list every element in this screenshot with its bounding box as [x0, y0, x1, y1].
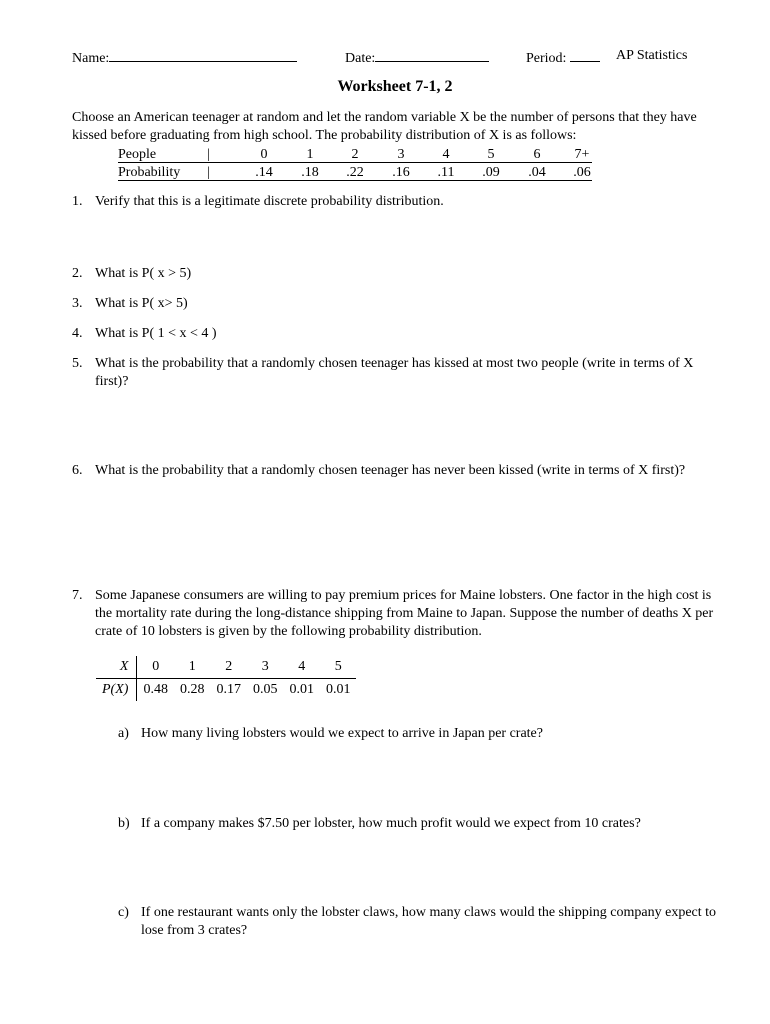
- table-row: [96, 656, 356, 679]
- subquestion-text: If one restaurant wants only the lobster claws, how many claws would the shipping company expect to lose from 3 crates?: [141, 905, 717, 938]
- separator: |: [207, 165, 210, 180]
- people-value: 5: [487, 147, 495, 162]
- x-value: 3: [247, 656, 284, 679]
- p-value: 0.01: [289, 682, 314, 697]
- people-value: 2: [351, 147, 359, 162]
- question-number: 2.: [72, 266, 83, 281]
- question-number: 1.: [72, 194, 83, 209]
- probability-value: .04: [528, 165, 546, 180]
- lobster-probability-table: [96, 656, 356, 701]
- subquestion-label: b): [118, 816, 130, 831]
- p-value: 0.01: [325, 682, 351, 697]
- probability-value: .22: [346, 165, 364, 180]
- period-blank[interactable]: [570, 47, 600, 62]
- p-value: 0.48: [143, 682, 168, 697]
- probability-label: Probability: [118, 165, 181, 180]
- p-value: 0.28: [179, 682, 205, 697]
- date-field: [345, 47, 489, 68]
- subquestion-label: c): [118, 905, 129, 920]
- course-name: AP Statistics: [616, 48, 688, 63]
- subquestion-text: If a company makes $7.50 per lobster, how much profit would we expect from 10 crates?: [141, 816, 641, 831]
- question-text: Verify that this is a legitimate discrete probability distribution.: [95, 194, 444, 209]
- page-title: Worksheet 7-1, 2: [337, 78, 453, 95]
- people-value: 1: [306, 147, 314, 162]
- x-value: 4: [283, 656, 320, 679]
- date-label: Date:: [345, 51, 376, 66]
- table-row: [96, 679, 356, 702]
- question-number: 7.: [72, 588, 83, 603]
- question-text: What is the probability that a randomly chosen teenager has never been kissed (write in terms of X first)?: [95, 463, 686, 478]
- question-text: Some Japanese consumers are willing to pay premium prices for Maine lobsters. One factor in the high cost is the mortality rate during the long-distance shipping from Maine to Japan. Suppose the number of deaths X per crate of 10 lobsters is given by the following probability distribution.: [95, 588, 714, 639]
- p-value: 0.17: [216, 682, 241, 697]
- subquestion-label: a): [118, 726, 129, 741]
- people-label: People: [118, 147, 157, 162]
- name-blank[interactable]: [109, 47, 297, 62]
- name-field: [72, 47, 297, 68]
- question-number: 5.: [72, 356, 83, 371]
- separator: |: [207, 147, 210, 162]
- p-value: 0.05: [252, 682, 278, 697]
- x-value: 5: [320, 656, 357, 679]
- x-value: 1: [174, 656, 211, 679]
- question-number: 4.: [72, 326, 83, 341]
- intro-paragraph: Choose an American teenager at random and let the random variable X be the number of persons that they have kissed before graduating from high school. The probability distribution of X is as follows:: [72, 110, 697, 143]
- name-label: Name:: [72, 51, 110, 66]
- question-number: 6.: [72, 463, 83, 478]
- date-blank[interactable]: [375, 47, 489, 62]
- question-text: What is the probability that a randomly chosen teenager has kissed at most two people (write in terms of X first)?: [95, 356, 694, 389]
- probability-value: .06: [573, 165, 591, 180]
- x-value: 0: [137, 656, 174, 679]
- period-label: Period:: [526, 51, 567, 66]
- probability-value: .18: [301, 165, 319, 180]
- p-label: P(X): [96, 679, 137, 702]
- question-number: 3.: [72, 296, 83, 311]
- question-text: What is P( x> 5): [95, 296, 188, 311]
- probability-value: .14: [255, 165, 273, 180]
- people-value: 6: [533, 147, 541, 162]
- probability-value: .09: [482, 165, 500, 180]
- probability-value: .16: [392, 165, 410, 180]
- subquestion-text: How many living lobsters would we expect to arrive in Japan per crate?: [141, 726, 543, 741]
- x-label: X: [96, 656, 137, 679]
- question-text: What is P( 1 < x < 4 ): [95, 326, 217, 341]
- people-value: 7+: [574, 147, 590, 162]
- people-value: 3: [397, 147, 405, 162]
- x-value: 2: [210, 656, 247, 679]
- people-value: 4: [442, 147, 450, 162]
- probability-value: .11: [437, 165, 455, 180]
- people-value: 0: [260, 147, 268, 162]
- question-text: What is P( x > 5): [95, 266, 192, 281]
- period-field: [526, 47, 600, 68]
